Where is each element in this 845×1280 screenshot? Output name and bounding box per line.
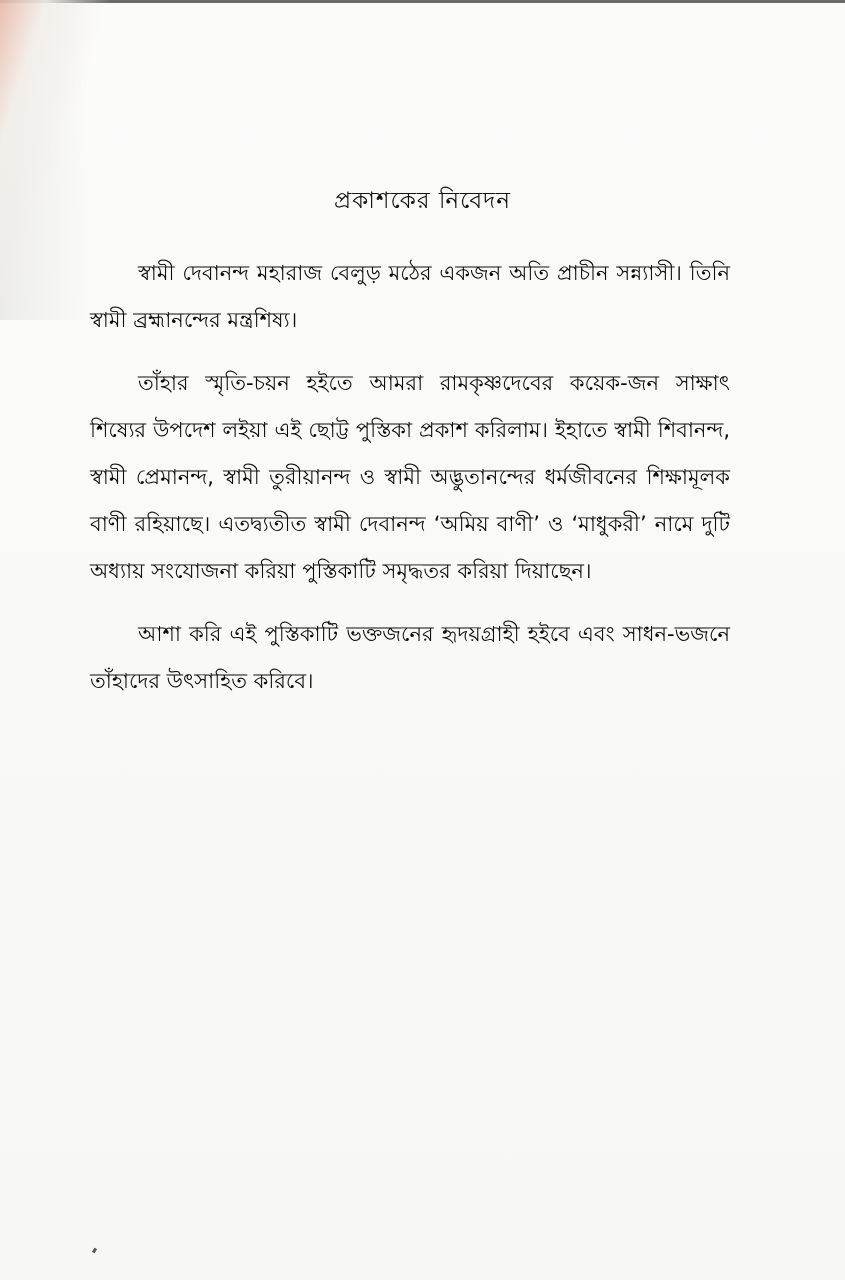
document-body — [90, 250, 730, 721]
page-title: প্রকাশকের নিবেদন — [334, 188, 511, 214]
paragraph-1: স্বামী দেবানন্দ মহারাজ বেলুড় মঠের একজন অতি প্রাচীন সন্ন্যাসী। তিনি স্বামী ব্রহ্মানন্দের মন্ত্রশিষ্য। — [90, 261, 730, 332]
paper-speck — [92, 1248, 97, 1254]
paragraph-2: তাঁহার স্মৃতি-চয়ন হইতে আমরা রামকৃষ্ণদেবের কয়েক-জন সাক্ষাৎ শিষ্যের উপদেশ লইয়া এই ছোট্ট পুস্তিকা প্রকাশ করিলাম। ইহাতে স্বামী শিবানন্দ, স্বামী প্রেমানন্দ, স্বামী তুরীয়ানন্দ ও স্বামী অদ্ভুতানন্দের ধর্মজীবনের শিক্ষামূলক বাণী রহিয়াছে। এতদ্ব্যতীত স্বামী দেবানন্দ ‘অমিয় বাণী’ ও ‘মাধুকরী’ নামে দুটি অধ্যায় সংযোজনা করিয়া পুস্তিকাটি সমৃদ্ধতর করিয়া দিয়াছেন। — [90, 371, 730, 583]
page-top-edge — [0, 0, 845, 3]
paragraph-3: আশা করি এই পুস্তিকাটি ভক্তজনের হৃদয়গ্রাহী হইবে এবং সাধন-ভজনে তাঁহাদের উৎসাহিত করিবে। — [90, 622, 730, 693]
